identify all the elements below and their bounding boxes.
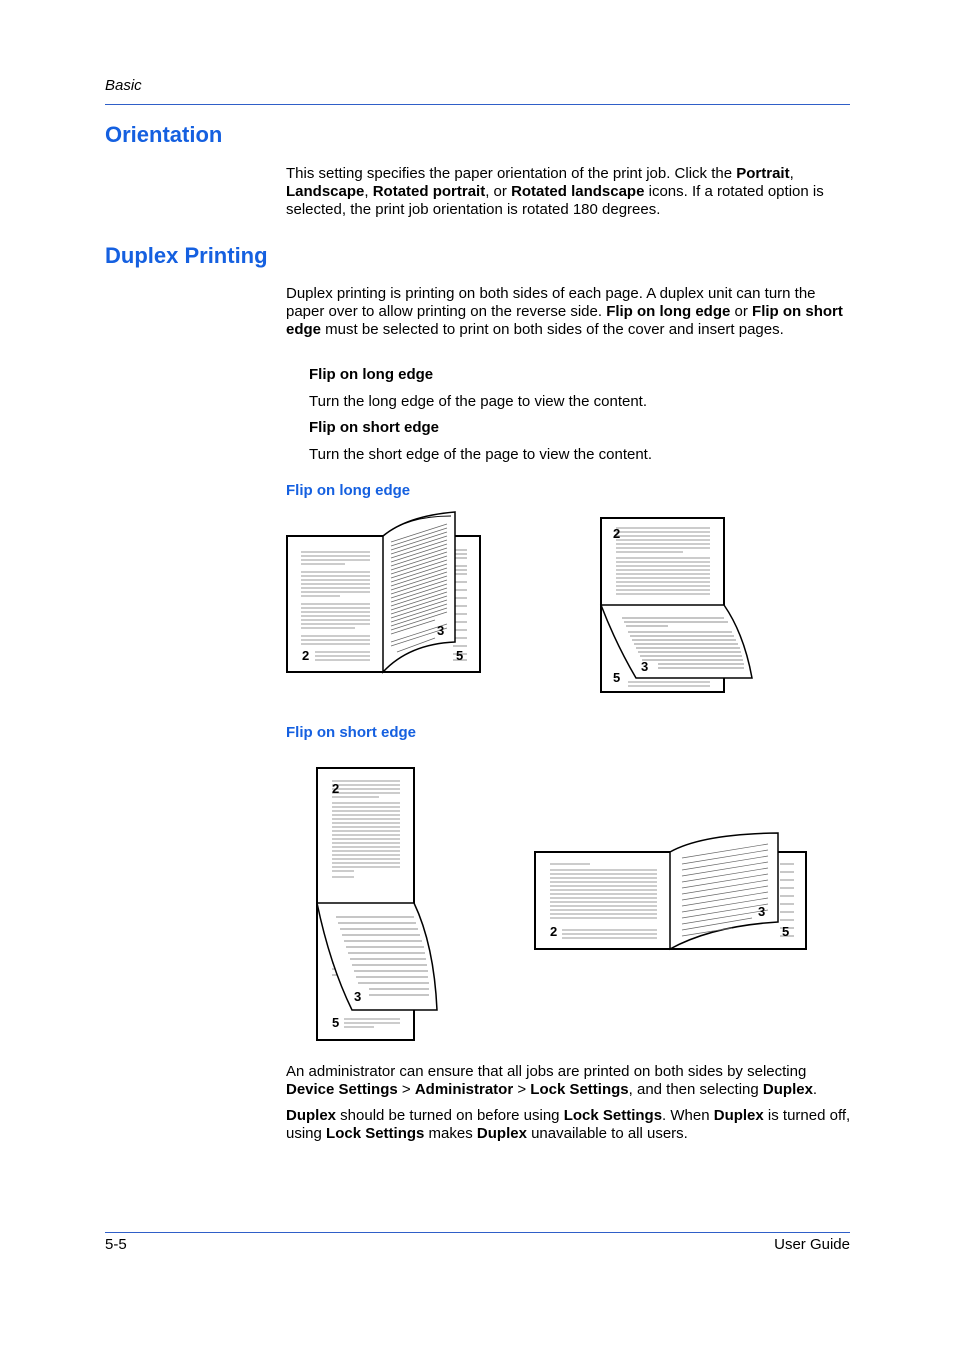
page-number-2: 2 — [550, 924, 558, 939]
orientation-paragraph: This setting specifies the paper orientation of the print job. Click the Portrait, Landscape, Rotated portrait, or Rotated landscape icons. If a rotated option is selected, the print job orientation is rotated 180 degrees. — [286, 165, 824, 218]
figure-title-short-edge: Flip on short edge — [286, 724, 416, 741]
page-number-2: 2 — [332, 781, 340, 796]
short-edge-book-illustration — [532, 830, 812, 954]
page-number-5: 5 — [332, 1015, 340, 1030]
page-number-3: 3 — [641, 659, 649, 674]
page-number-2: 2 — [302, 648, 310, 663]
page-number-3: 3 — [437, 623, 445, 638]
def-flip-long: Turn the long edge of the page to view the content. — [309, 393, 648, 410]
footer-rule — [105, 1232, 850, 1233]
term-flip-long: Flip on long edge — [309, 366, 434, 383]
lock-settings-paragraph: Duplex should be turned on before using Lock Settings. When Duplex is turned off, using Lock Settings makes Duplex unavailable to all users. — [286, 1107, 851, 1142]
footer-title: User Guide — [774, 1236, 850, 1253]
footer-page-number: 5-5 — [105, 1236, 127, 1253]
running-head: Basic — [105, 77, 142, 94]
orientation-heading: Orientation — [105, 122, 223, 147]
header-rule — [105, 104, 850, 105]
long-edge-book-illustration — [285, 510, 485, 680]
page-number-3: 3 — [758, 904, 766, 919]
term-flip-short: Flip on short edge — [309, 419, 439, 436]
page-number-5: 5 — [456, 648, 464, 663]
admin-paragraph: An administrator can ensure that all jobs are printed on both sides by selecting Device Settings > Administrator > Lock Settings, and then selecting Duplex. — [286, 1063, 818, 1098]
page-number-2: 2 — [613, 526, 621, 541]
figure-title-long-edge: Flip on long edge — [286, 482, 411, 499]
def-flip-short: Turn the short edge of the page to view the content. — [309, 446, 653, 463]
duplex-paragraph: Duplex printing is printing on both sides of each page. A duplex unit can turn the paper over to allow printing on the reverse side. Flip on long edge or Flip on short edge must be selected to print on both sides of the cover and insert pages. — [286, 285, 843, 338]
duplex-heading: Duplex Printing — [105, 243, 268, 268]
page-number-5: 5 — [782, 924, 790, 939]
page-number-3: 3 — [354, 989, 362, 1004]
long-edge-pad-illustration — [598, 516, 756, 696]
page-number-5: 5 — [613, 670, 621, 685]
short-edge-pad-illustration — [314, 765, 444, 1045]
